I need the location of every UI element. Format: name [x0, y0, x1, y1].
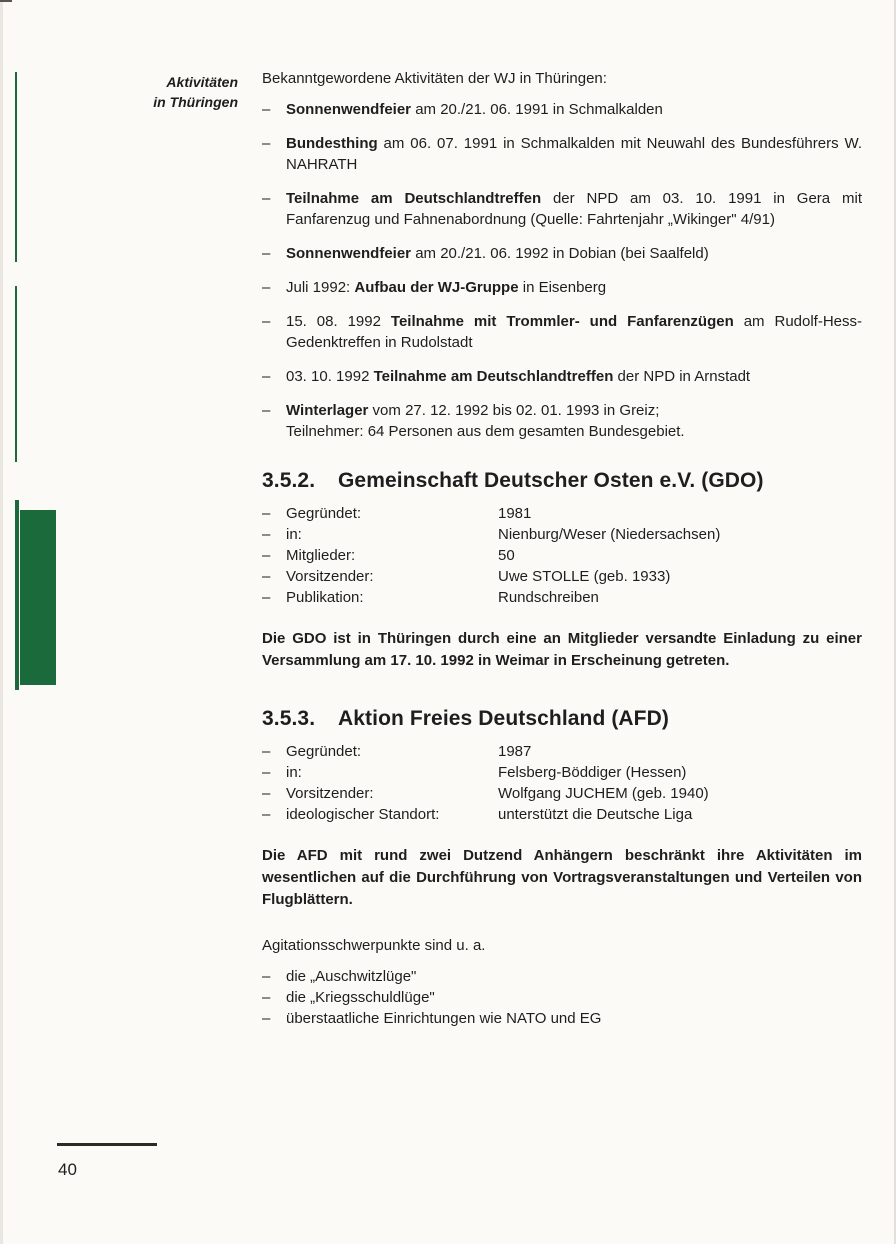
list-item: – Sonnenwendfeier am 20./21. 06. 1991 in Schmalkalden	[262, 99, 862, 120]
list-item: – Juli 1992: Aufbau der WJ-Gruppe in Eisenberg	[262, 277, 862, 298]
section-number: 3.5.3.	[262, 707, 316, 730]
fact-row: – Gegründet: 1981	[262, 503, 862, 524]
activity-list	[262, 99, 862, 442]
margin-color-bar	[15, 500, 19, 690]
section-number: 3.5.2.	[262, 469, 316, 492]
gdo-facts	[262, 503, 862, 608]
corner-mark	[0, 0, 12, 2]
list-item: – 03. 10. 1992 Teilnahme am Deutschlandtreffen der NPD in Arnstadt	[262, 366, 862, 387]
fact-row: – Vorsitzender: Uwe STOLLE (geb. 1933)	[262, 566, 862, 587]
list-item: – Sonnenwendfeier am 20./21. 06. 1992 in Dobian (bei Saalfeld)	[262, 243, 862, 264]
page-edge	[0, 0, 3, 1244]
footer-rule	[57, 1143, 157, 1146]
list-item: – die „Auschwitzlüge"	[262, 966, 862, 987]
fact-row: – Gegründet: 1987	[262, 741, 862, 762]
fact-row: – in: Nienburg/Weser (Niedersachsen)	[262, 524, 862, 545]
list-item: – Bundesthing am 06. 07. 1991 in Schmalkalden mit Neuwahl des Bundesführers W. NAHRATH	[262, 133, 862, 175]
page-number: 40	[58, 1160, 77, 1179]
margin-title-line: Aktivitäten	[166, 74, 238, 90]
margin-color-bar	[15, 72, 17, 262]
list-item: – überstaatliche Einrichtungen wie NATO und EG	[262, 1008, 862, 1029]
margin-title-line: in Thüringen	[153, 94, 238, 110]
main-content	[262, 68, 862, 1029]
section-heading-gdo	[262, 470, 862, 491]
agitation-intro: Agitationsschwerpunkte sind u. a.	[262, 937, 486, 954]
margin-color-bar	[15, 286, 17, 462]
fact-row: – ideologischer Standort: unterstützt die Deutsche Liga	[262, 804, 862, 825]
section-title: Aktion Freies Deutschland (AFD)	[338, 707, 669, 730]
fact-row: – Publikation: Rundschreiben	[262, 587, 862, 608]
section-title: Gemeinschaft Deutscher Osten e.V. (GDO)	[338, 469, 764, 492]
gdo-summary: Die GDO ist in Thüringen durch eine an Mitglieder versandte Einladung zu einer Versammlung am 17. 10. 1992 in Weimar in Erscheinung getreten.	[262, 630, 862, 669]
afd-facts	[262, 741, 862, 825]
afd-summary: Die AFD mit rund zwei Dutzend Anhängern beschränkt ihre Aktivitäten im wesentlichen auf die Durchführung von Vortragsveranstaltungen und Verteilen von Flugblättern.	[262, 847, 862, 908]
list-item: – Teilnahme am Deutschlandtreffen der NPD am 03. 10. 1991 in Gera mit Fanfarenzug und Fahnenabordnung (Quelle: Fahrtenjahr „Wikinger" 4/91)	[262, 188, 862, 230]
fact-row: – Mitglieder: 50	[262, 545, 862, 566]
list-item: – Winterlager vom 27. 12. 1992 bis 02. 01. 1993 in Greiz; Teilnehmer: 64 Personen aus dem gesamten Bundesgebiet.	[262, 400, 862, 442]
fact-row: – Vorsitzender: Wolfgang JUCHEM (geb. 1940)	[262, 783, 862, 804]
agitation-list	[262, 966, 862, 1029]
list-item: – die „Kriegsschuldlüge"	[262, 987, 862, 1008]
section-margin-title	[130, 72, 238, 112]
list-item: – 15. 08. 1992 Teilnahme mit Trommler- und Fanfarenzügen am Rudolf-Hess-Gedenktreffen in Rudolstadt	[262, 311, 862, 353]
intro-text: Bekanntgewordene Aktivitäten der WJ in Thüringen:	[262, 70, 607, 87]
section-heading-afd	[262, 708, 862, 729]
fact-row: – in: Felsberg-Böddiger (Hessen)	[262, 762, 862, 783]
margin-color-block	[20, 510, 56, 685]
